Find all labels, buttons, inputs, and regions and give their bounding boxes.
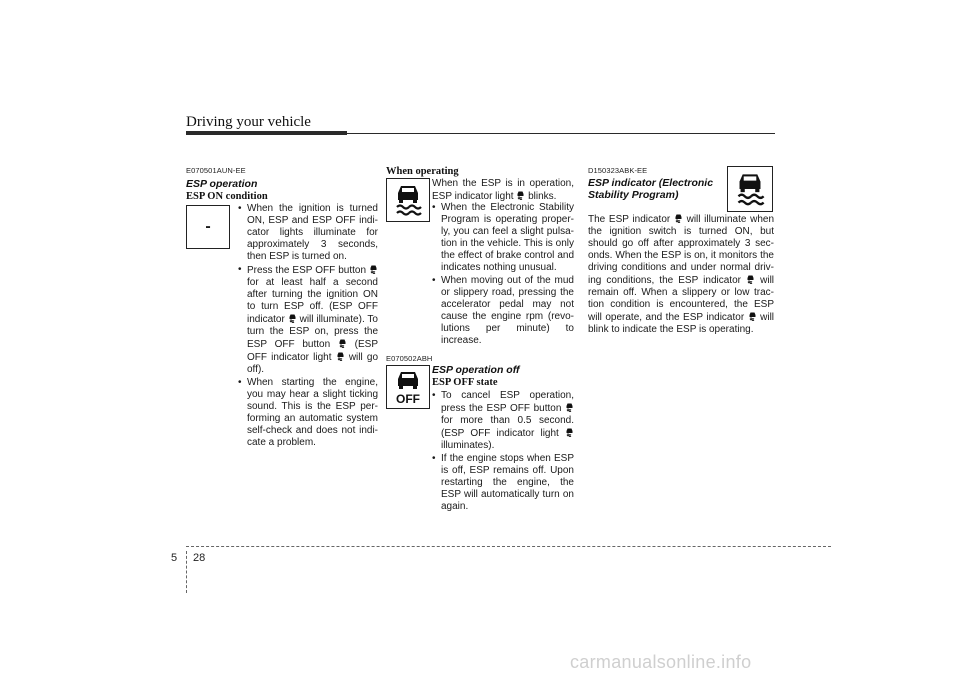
esp-indicator-icon bbox=[674, 213, 683, 223]
esp-skid-car-icon bbox=[387, 179, 429, 221]
esp-indicator-icon bbox=[748, 311, 757, 321]
title-line: ESP indicator (Electronic bbox=[588, 177, 714, 189]
bullet-ignition-on bbox=[238, 203, 378, 263]
bullet-text: for at least half a second after turning the ignition ON to turn ESP off. (ESP OFF indicator bbox=[247, 277, 378, 325]
bullet-ticking-sound bbox=[238, 377, 378, 449]
section-code-esp-off: E070502ABH bbox=[386, 354, 433, 363]
footer-dashed-rule bbox=[186, 546, 831, 547]
section-title-esp-indicator bbox=[588, 177, 723, 201]
esp-indicator-icon-box bbox=[727, 166, 773, 212]
bullet-pulsation bbox=[432, 202, 574, 274]
bullet-text: If the engine stops when ESP is off, ESP remains off. Upon restarting the engine, the ESP will automatically turn on again. bbox=[441, 453, 574, 512]
bullet-mud-road bbox=[432, 275, 574, 347]
header-rule-thin bbox=[347, 133, 775, 134]
esp-off-indicator-icon bbox=[369, 264, 378, 274]
subhead-when-operating: When operating bbox=[386, 166, 459, 177]
subhead-esp-off-state: ESP OFF state bbox=[432, 377, 498, 388]
esp-off-indicator-icon bbox=[338, 338, 347, 348]
icon-placeholder-dash: - bbox=[205, 218, 211, 235]
esp-indicator-icon-box bbox=[386, 178, 430, 222]
bullet-text: When moving out of the mud or slippery road, pressing the accelerator pedal may not cause the engine rpm (revo-lutions per minute) to increase. bbox=[441, 275, 574, 346]
bullet-text: illuminates). bbox=[441, 440, 495, 451]
paragraph-text: will remain off. When a slippery or low trac-tion condition is encountered, the ESP will operate, and the ESP indicator bbox=[588, 275, 775, 323]
esp-skid-car-icon bbox=[728, 167, 772, 211]
paragraph-text: The ESP indicator bbox=[588, 214, 671, 225]
esp-off-indicator-icon bbox=[565, 402, 574, 412]
footer-vertical-rule bbox=[186, 551, 187, 593]
header-rule-thick bbox=[186, 131, 347, 135]
bullet-text: Press the ESP OFF button bbox=[247, 265, 367, 276]
bullet-text: To cancel ESP operation, press the ESP OFF button bbox=[441, 390, 574, 414]
chapter-number: 5 bbox=[171, 552, 178, 564]
esp-off-indicator-icon bbox=[288, 313, 297, 323]
bullet-cancel-esp bbox=[432, 390, 574, 452]
esp-on-bullets bbox=[238, 203, 378, 449]
paragraph-text: will illuminate when the ignition switch is turned ON, but should go off after approximately 3 sec-onds. When the ESP is on, it monitors the driving conditions and under normal driv-ing conditions, the ESP indicator bbox=[588, 214, 775, 286]
paragraph-text: blinks. bbox=[528, 191, 557, 202]
section-title-esp-operation: ESP operation bbox=[186, 178, 258, 190]
esp-indicator-icon bbox=[746, 274, 755, 284]
section-code: E070501AUN-EE bbox=[186, 166, 246, 175]
section-code-esp-indicator: D150323ABK-EE bbox=[588, 166, 648, 175]
paragraph-text: When the ESP is in operation, ESP indicator light bbox=[432, 178, 574, 202]
watermark-text: carmanualsonline.info bbox=[570, 652, 752, 672]
bullet-text: When the ignition is turned ON, ESP and ESP OFF indi-cator lights illuminate for approximately 3 seconds, then ESP is turned on. bbox=[247, 203, 378, 262]
esp-off-label: OFF bbox=[396, 392, 420, 406]
esp-indicator-icon bbox=[516, 190, 525, 200]
when-operating-text bbox=[432, 178, 574, 203]
icon-placeholder-box bbox=[186, 205, 230, 249]
page-number: 28 bbox=[193, 552, 206, 564]
bullet-text: will illuminate). To turn the ESP on, press the ESP OFF button bbox=[247, 314, 378, 350]
esp-off-icon-box bbox=[386, 365, 430, 409]
esp-indicator-paragraph bbox=[588, 213, 774, 336]
bullet-text: When the Electronic Stability Program is operating proper-ly, you can feel a slight pulsa-tion in the vehicle. This is only the effect of brake control and indicates nothing unusual. bbox=[441, 202, 574, 273]
bullet-text: for more than 0.5 second. (ESP OFF indicator light bbox=[441, 415, 574, 439]
esp-off-indicator-icon bbox=[336, 351, 345, 361]
operating-intro bbox=[432, 178, 574, 203]
paragraph-text: will blink to indicate the ESP is operating. bbox=[588, 312, 775, 335]
bullet-engine-stops bbox=[432, 453, 574, 513]
section-title-esp-operation-off: ESP operation off bbox=[432, 364, 520, 376]
bullet-text: will go off). bbox=[247, 352, 379, 375]
title-line: Stability Program) bbox=[588, 189, 679, 201]
when-operating-bullets bbox=[432, 202, 574, 347]
bullet-text: (ESP OFF indicator light bbox=[247, 339, 379, 363]
esp-off-bullets bbox=[432, 390, 574, 513]
bullet-text: When starting the engine, you may hear a slight ticking sound. This is the ESP per-forming an automatic system self-check and does not indi-cate a problem. bbox=[247, 377, 378, 448]
page-header-title: Driving your vehicle bbox=[186, 114, 311, 130]
bullet-press-esp-off bbox=[238, 264, 378, 376]
subhead-esp-on-condition: ESP ON condition bbox=[186, 191, 268, 202]
esp-off-indicator-icon bbox=[565, 427, 574, 437]
